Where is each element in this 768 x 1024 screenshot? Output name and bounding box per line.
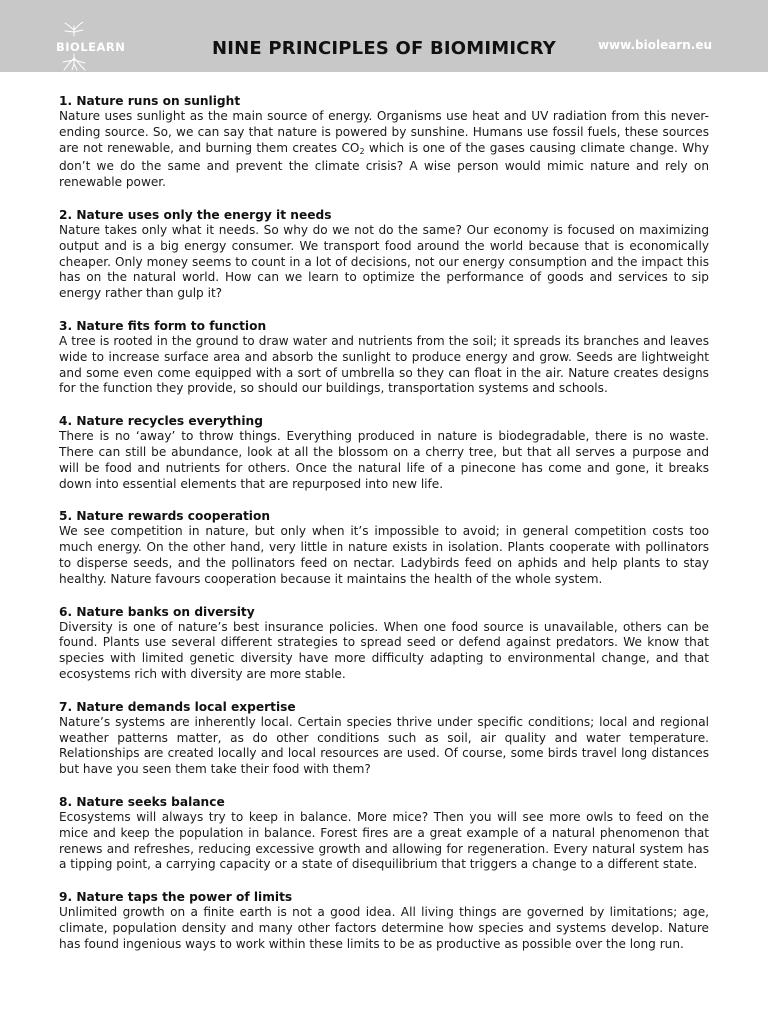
principle-heading: 9. Nature taps the power of limits bbox=[59, 890, 293, 905]
principle-text: Unlimited growth on a finite earth is not a good idea. All living things are governed by limitations; age, climate, population density and many other factors determine how species and systems develop. Nature has found ingenious ways to work within these limits to be as productive as possible over the long run. bbox=[59, 905, 709, 951]
principle-text-part: which is one of the gases causing climate change. Why don’t we do the same and prevent the climate crisis? A wise person would mimic nature and rely on renewable power. bbox=[59, 140, 710, 190]
principle-9 bbox=[59, 889, 709, 952]
principle-heading: 2. Nature uses only the energy it needs bbox=[59, 207, 332, 222]
page-title: NINE PRINCIPLES OF BIOMIMICRY bbox=[211, 38, 557, 59]
principle-text-part: Nature uses sunlight as the main source of energy. Organisms use heat and UV radiation from this never-ending source. So, we can say that nature is powered by sunshine. Humans use fossil fuels, these sources are not renewable, and burning them creates CO bbox=[59, 109, 709, 155]
principle-text bbox=[59, 109, 709, 191]
principle-5 bbox=[59, 508, 709, 587]
principle-heading: 8. Nature seeks balance bbox=[59, 794, 225, 809]
principle-text: We see competition in nature, but only when it’s impossible to avoid; in general competition costs too much energy. On the other hand, very little in nature exists in isolation. Plants cooperate with pollinators to disperse seeds, and the pollinators feed on nectar. Ladybirds feed on aphids and help plants to stay healthy. Nature favours cooperation because it maintains the health of the whole system. bbox=[59, 524, 709, 586]
principle-heading: 7. Nature demands local expertise bbox=[59, 699, 296, 714]
principle-8 bbox=[59, 794, 709, 873]
principle-2 bbox=[59, 207, 709, 302]
principle-heading: 4. Nature recycles everything bbox=[59, 414, 263, 429]
principle-text: A tree is rooted in the ground to draw water and nutrients from the soil; it spreads its branches and leaves wide to increase surface area and absorb the sunlight to produce energy and grow. Seeds are lightweight and some even come equipped with a sort of umbrella so they can float in the air. Nature creates designs for the function they provide, so should our buildings, transportation systems and schools. bbox=[59, 333, 709, 396]
principle-1 bbox=[59, 93, 709, 191]
principle-3 bbox=[59, 318, 709, 397]
principle-text: Nature takes only what it needs. So why do we not do the same? Our economy is focused on maximizing output and is a big energy consumer. We transport food around the world because that is economically cheaper. Only money seems to count in a lot of decisions, not our energy consumption and the impact this has on the natural world. How can we learn to optimize the performance of goods and services to sip energy rather than gulp it? bbox=[59, 222, 709, 301]
principle-text: Diversity is one of nature’s best insurance policies. When one food source is unavailable, others can be found. Plants use several different strategies to spread seed or defend against predators. We know that species with limited genetic diversity have more difficulty adapting to environmental change, and that ecosystems rich with diversity are more stable. bbox=[59, 619, 709, 681]
logo-text: BIOLEARN bbox=[56, 40, 126, 54]
principle-7 bbox=[59, 699, 709, 778]
website-url[interactable]: www.biolearn.eu bbox=[597, 38, 712, 52]
principle-heading: 5. Nature rewards cooperation bbox=[59, 509, 271, 524]
principle-heading: 3. Nature fits form to function bbox=[59, 318, 267, 333]
principle-heading: 6. Nature banks on diversity bbox=[59, 604, 255, 619]
subscript: 2 bbox=[359, 146, 365, 156]
principle-text: There is no ‘away’ to throw things. Everything produced in nature is biodegradable, there is no waste. There can still be abundance, look at all the blossom on a cherry tree, but that all serves a purpose and will be food and nutrients for others. Once the natural life of a pinecone has come and gone, it breaks down into essential elements that are repurposed into new life. bbox=[59, 429, 709, 491]
principle-heading: 1. Nature runs on sunlight bbox=[59, 94, 241, 108]
principle-6 bbox=[59, 604, 709, 683]
principles-list bbox=[59, 93, 709, 968]
page-header bbox=[0, 0, 768, 72]
principle-4 bbox=[59, 413, 709, 492]
principle-text: Nature’s systems are inherently local. Certain species thrive under specific conditions; local and regional weather patterns matter, as do other conditions such as soil, air quality and water temperature. Relationships are created locally and local resources are used. Of course, some birds travel long distances but have you seen them take their food with them? bbox=[59, 714, 709, 777]
principle-text: Ecosystems will always try to keep in balance. More mice? Then you will see more owls to feed on the mice and keep the population in balance. Forest fires are a great example of a natural phenomenon that renews and refreshes, reducing excessive growth and allowing for regeneration. Every natural system has a tipping point, a carrying capacity or a state of disequilibrium that triggers a change to a different state. bbox=[59, 809, 709, 872]
